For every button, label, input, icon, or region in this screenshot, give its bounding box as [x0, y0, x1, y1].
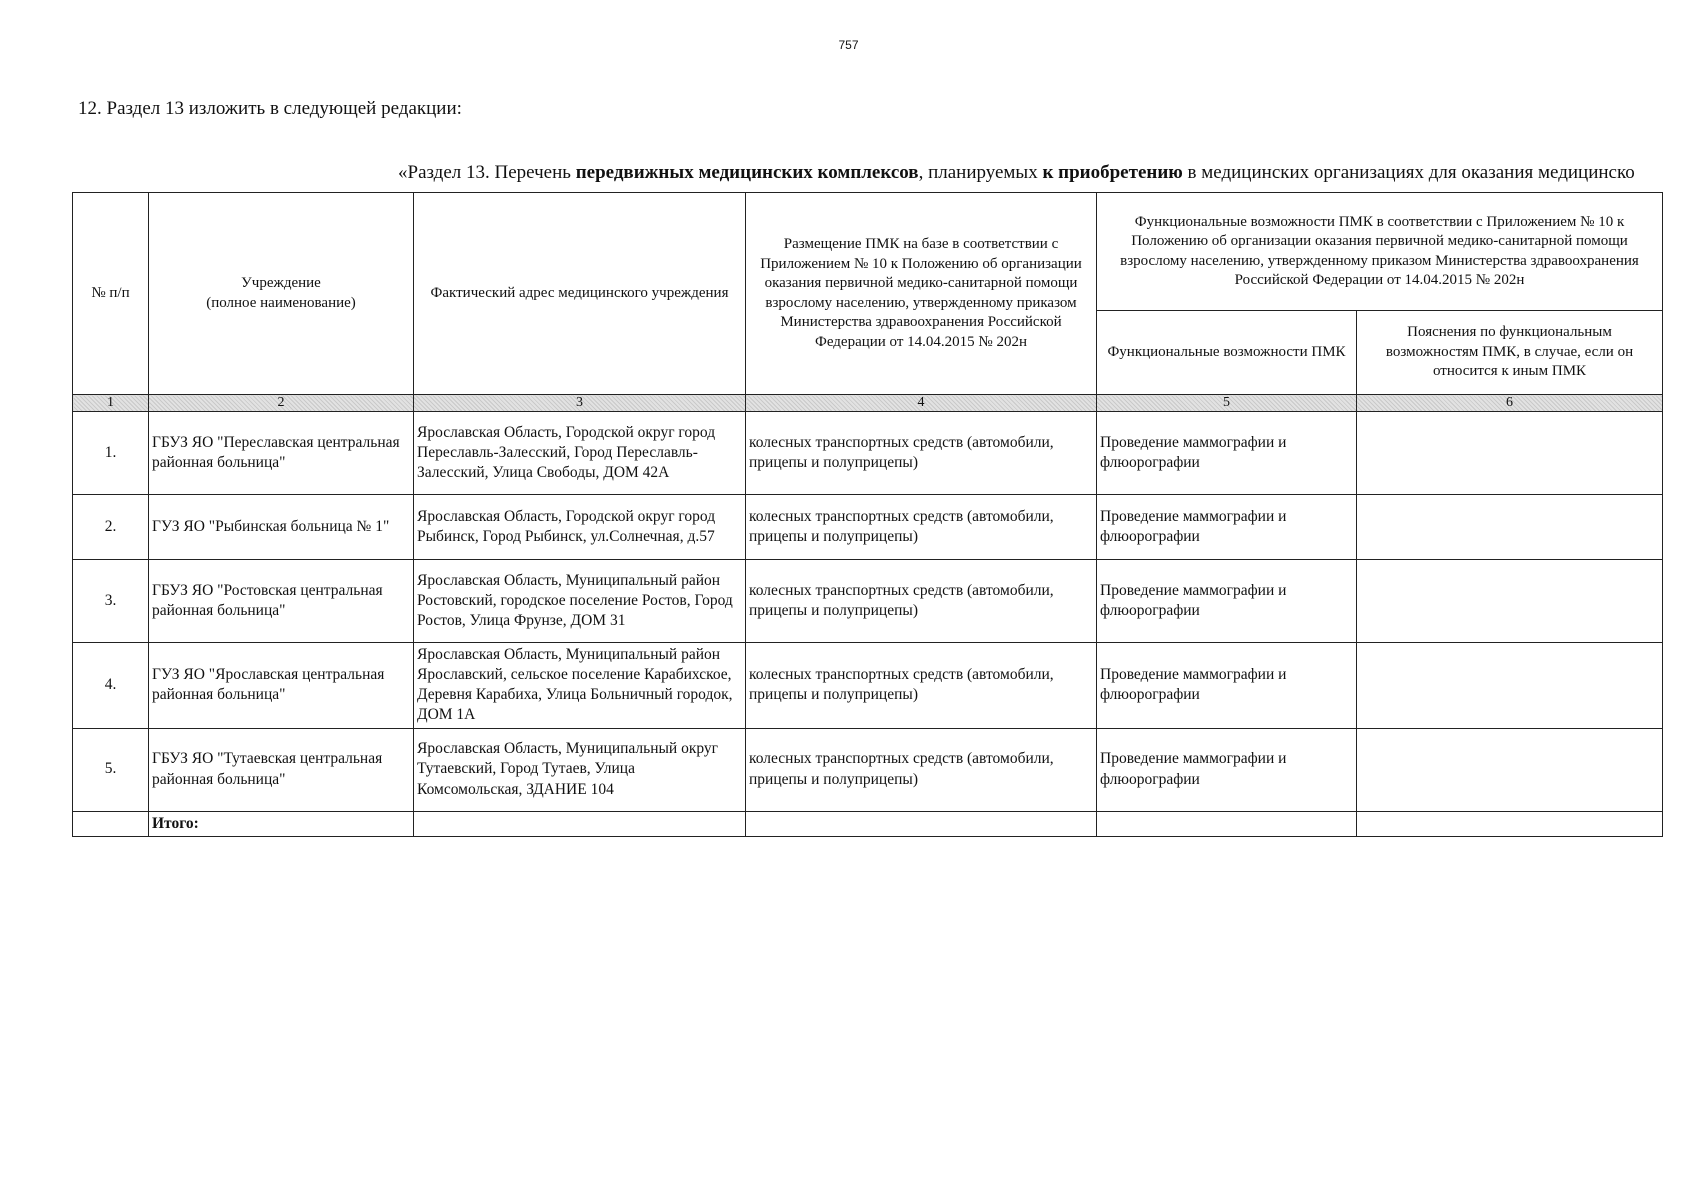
- caption-part-3: в медицинских организациях для оказания медицинско: [1182, 162, 1635, 183]
- total-row: [73, 811, 1663, 836]
- row-number: 5.: [73, 728, 149, 811]
- row-number: 4.: [73, 643, 149, 729]
- row-explanation: [1357, 560, 1663, 643]
- total-empty-cell: [414, 811, 746, 836]
- table-row: [73, 643, 1663, 729]
- row-placement: колесных транспортных средств (автомобили, прицепы и полуприцепы): [746, 412, 1097, 495]
- header-functional-group: Функциональные возможности ПМК в соответствии с Приложением № 10 к Положению об организации оказания первичной медико-санитарной помощи взрослому населению, утвержденному приказом Министерства здравоохранения Российской Федерации от 14.04.2015 № 202н: [1097, 193, 1663, 311]
- row-address: Ярославская Область, Муниципальный район Ростовский, городское поселение Ростов, Город Ростов, Улица Фрунзе, ДОМ 31: [414, 560, 746, 643]
- row-placement: колесных транспортных средств (автомобили, прицепы и полуприцепы): [746, 495, 1097, 560]
- total-empty-cell: [1097, 811, 1357, 836]
- row-functional: Проведение маммографии и флюорографии: [1097, 412, 1357, 495]
- column-number: 5: [1097, 395, 1357, 412]
- pmk-table: [72, 192, 1663, 837]
- row-address: Ярославская Область, Городской округ город Переславль-Залесский, Город Переславль-Залесский, Улица Свободы, ДОМ 42А: [414, 412, 746, 495]
- row-address: Ярославская Область, Муниципальный район Ярославский, сельское поселение Карабихское, Деревня Карабиха, Улица Больничный городок, ДОМ 1А: [414, 643, 746, 729]
- table-row: [73, 412, 1663, 495]
- row-functional: Проведение маммографии и флюорографии: [1097, 728, 1357, 811]
- row-functional: Проведение маммографии и флюорографии: [1097, 643, 1357, 729]
- row-explanation: [1357, 412, 1663, 495]
- row-address: Ярославская Область, Муниципальный округ Тутаевский, Город Тутаев, Улица Комсомольская, ЗДАНИЕ 104: [414, 728, 746, 811]
- row-institution: ГБУЗ ЯО "Переславская центральная районная больница": [149, 412, 414, 495]
- row-institution: ГБУЗ ЯО "Ростовская центральная районная больница": [149, 560, 414, 643]
- caption-part-2: , планируемых: [918, 162, 1043, 183]
- row-institution: ГУЗ ЯО "Ярославская центральная районная больница": [149, 643, 414, 729]
- total-empty-cell: [73, 811, 149, 836]
- row-functional: Проведение маммографии и флюорографии: [1097, 495, 1357, 560]
- header-placement: Размещение ПМК на базе в соответствии с Приложением № 10 к Положению об организации оказания первичной медико-санитарной помощи взрослому населению, утвержденному приказом Министерства здравоохранения Российской Федерации от 14.04.2015 № 202н: [746, 193, 1097, 395]
- header-institution: Учреждение (полное наименование): [149, 193, 414, 395]
- caption-bold-1: передвижных медицинских комплексов: [575, 162, 919, 183]
- caption-bold-2: к приобретению: [1042, 162, 1183, 183]
- header-explanations: Пояснения по функциональным возможностям ПМК, в случае, если он относится к иным ПМК: [1357, 311, 1663, 395]
- row-number: 2.: [73, 495, 149, 560]
- row-number: 3.: [73, 560, 149, 643]
- page-number: 757: [838, 38, 859, 52]
- table-caption: [398, 162, 1678, 184]
- total-label: Итого:: [149, 811, 414, 836]
- caption-part-1: «Раздел 13. Перечень: [398, 162, 576, 183]
- row-institution: ГБУЗ ЯО "Тутаевская центральная районная больница": [149, 728, 414, 811]
- row-institution: ГУЗ ЯО "Рыбинская больница № 1": [149, 495, 414, 560]
- column-number: 6: [1357, 395, 1663, 412]
- total-empty-cell: [1357, 811, 1663, 836]
- table-row: [73, 728, 1663, 811]
- row-explanation: [1357, 495, 1663, 560]
- column-number-row: [73, 395, 1663, 412]
- row-functional: Проведение маммографии и флюорографии: [1097, 560, 1357, 643]
- header-num: № п/п: [73, 193, 149, 395]
- row-placement: колесных транспортных средств (автомобили, прицепы и полуприцепы): [746, 728, 1097, 811]
- row-explanation: [1357, 643, 1663, 729]
- total-empty-cell: [746, 811, 1097, 836]
- header-address: Фактический адрес медицинского учреждения: [414, 193, 746, 395]
- row-placement: колесных транспортных средств (автомобили, прицепы и полуприцепы): [746, 560, 1097, 643]
- row-placement: колесных транспортных средств (автомобили, прицепы и полуприцепы): [746, 643, 1097, 729]
- row-address: Ярославская Область, Городской округ город Рыбинск, Город Рыбинск, ул.Солнечная, д.57: [414, 495, 746, 560]
- row-explanation: [1357, 728, 1663, 811]
- column-number: 4: [746, 395, 1097, 412]
- intro-text: 12. Раздел 13 изложить в следующей редакции:: [78, 98, 462, 119]
- table-row: [73, 560, 1663, 643]
- header-functional: Функциональные возможности ПМК: [1097, 311, 1357, 395]
- table-row: [73, 495, 1663, 560]
- column-number: 2: [149, 395, 414, 412]
- column-number: 3: [414, 395, 746, 412]
- column-number: 1: [73, 395, 149, 412]
- row-number: 1.: [73, 412, 149, 495]
